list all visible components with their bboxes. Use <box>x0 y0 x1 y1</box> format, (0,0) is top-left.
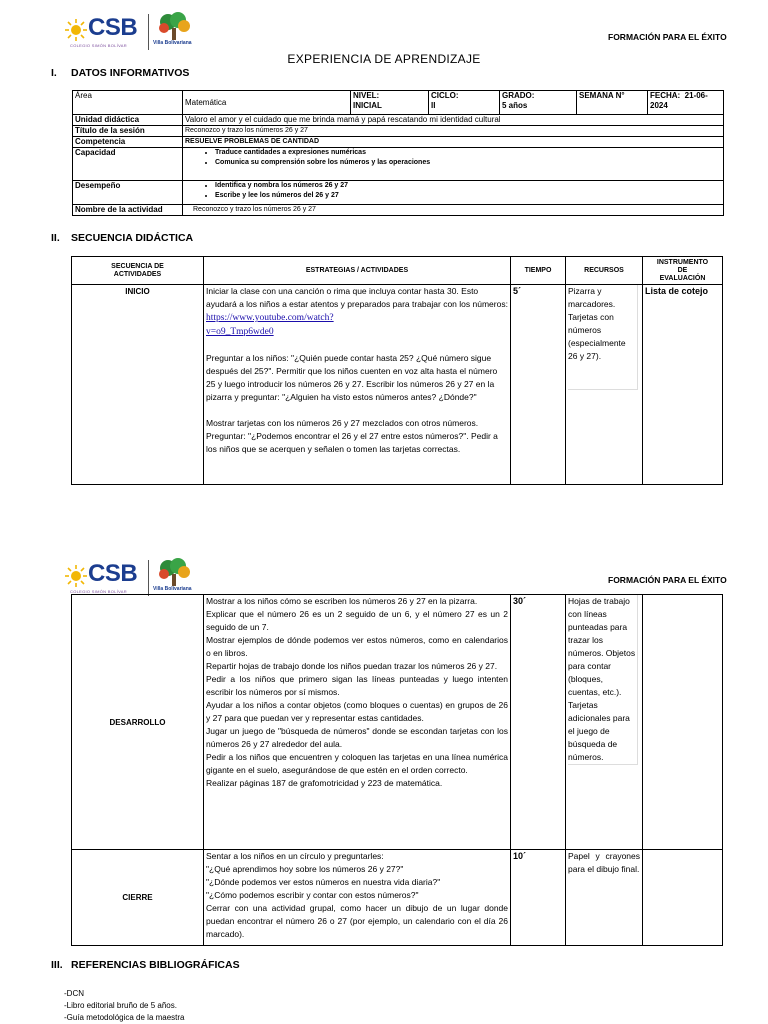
activity-line: Realizar páginas 187 de grafomotricidad y 223 de matemática. <box>206 778 443 788</box>
activity-cell <box>204 285 511 485</box>
activity-line: Pedir a los niños que primero sigan las líneas punteadas y luego intenten escribir los números por sí mismos. <box>206 674 508 697</box>
nivel-cell <box>351 91 429 115</box>
activity-line: Pedir a los niños que encuentren y coloquen las tarjetas en una línea numérica gigante en el suelo, asegurándose de que estén en el orden correcto. <box>206 752 508 775</box>
activity-line: "¿Cómo podemos escribir y contar con estos números?" <box>206 890 419 900</box>
table-row-inicio <box>72 285 723 485</box>
header-resources: RECURSOS <box>566 257 643 285</box>
section-number: I. <box>51 67 57 79</box>
table-header-row <box>72 257 723 285</box>
table-row <box>73 91 724 115</box>
activity-cell <box>204 595 511 850</box>
titulo-label: Título de la sesión <box>73 126 183 137</box>
school-logo <box>62 12 202 52</box>
video-link-cont[interactable]: v=o9_Tmp6wde0 <box>206 327 274 337</box>
nivel-value: INICIAL <box>353 100 382 110</box>
unidad-value: Valoro el amor y el cuidado que me brinda mamá y papá rescatando mi identidad cultural <box>183 115 724 126</box>
semana-label: SEMANA N° <box>577 91 648 115</box>
titulo-value: Reconozco y trazo los números 26 y 27 <box>183 126 724 137</box>
desempeno-label: Desempeño <box>73 181 183 205</box>
competencia-value: RESUELVE PROBLEMAS DE CANTIDAD <box>183 137 724 148</box>
grado-label: GRADO: <box>502 91 535 100</box>
activity-line: Repartir hojas de trabajo donde los niños puedan trazar los números 26 y 27. <box>206 661 498 671</box>
fecha-cell <box>648 91 724 115</box>
activity-line: "¿Dónde podemos ver estos números en nuestra vida diaria?" <box>206 877 441 887</box>
actividad-label: Nombre de la actividad <box>73 205 183 216</box>
capacidad-list-cell <box>183 148 724 181</box>
activity-line: Jugar un juego de "búsqueda de números" donde se escondan tarjetas con los números 26 y 27 alrededor del aula. <box>206 726 508 749</box>
header-sequence-line: SECUENCIA DE <box>111 262 164 270</box>
table-row <box>73 126 724 137</box>
desempeno-list-cell <box>183 181 724 205</box>
activity-line: Ayudar a los niños a contar objetos (como bloques o cuentas) en grupos de 26 y 27 para que puedan ver y representar estas cantidades. <box>206 700 508 723</box>
sun-icon <box>64 564 88 588</box>
motto: FORMACIÓN PARA EL ÉXITO <box>608 575 727 585</box>
list-item: • Comunica su comprensión sobre los números y las operaciones <box>215 158 721 168</box>
logo-secondary-text: Villa Bolivariana <box>153 586 192 592</box>
header-sequence <box>72 257 204 285</box>
tree-icon <box>156 12 192 42</box>
table-row <box>73 181 724 205</box>
header-sequence-line: ACTIVIDADES <box>113 270 162 278</box>
desempeno-list <box>185 181 721 201</box>
actividad-value: Reconozco y trazo los números 26 y 27 <box>183 205 724 216</box>
sequence-table <box>71 256 723 485</box>
header-instrument-line: EVALUACIÓN <box>659 274 706 282</box>
capacidad-list <box>185 148 721 168</box>
video-link[interactable]: https://www.youtube.com/watch? <box>206 313 334 323</box>
instrument-cell-empty <box>643 850 723 946</box>
area-label: Área <box>73 91 183 115</box>
header-strategies: ESTRATEGIAS / ACTIVIDADES <box>204 257 511 285</box>
time-value: 10´ <box>511 850 566 946</box>
fecha-year: 2024 <box>650 100 668 110</box>
section-title: REFERENCIAS BIBLIOGRÁFICAS <box>71 959 240 971</box>
motto: FORMACIÓN PARA EL ÉXITO <box>608 32 727 42</box>
page-title: EXPERIENCIA DE APRENDIZAJE <box>287 52 481 66</box>
list-item: • Identifica y nombra los números 26 y 27 <box>215 181 721 191</box>
section-title: SECUENCIA DIDÁCTICA <box>71 232 194 244</box>
activity-line: Sentar a los niños en un círculo y preguntarles: <box>206 851 384 861</box>
instrument-value: Lista de cotejo <box>643 285 723 485</box>
unidad-label: Unidad didáctica <box>73 115 183 126</box>
capacidad-label: Capacidad <box>73 148 183 181</box>
ciclo-cell <box>429 91 500 115</box>
time-value: 30´ <box>511 595 566 850</box>
activity-line: Explicar que el número 26 es un 2 seguido de un 6, y el número 27 es un 2 seguido de un 7. <box>206 609 508 632</box>
activity-paragraph <box>206 285 508 339</box>
logo-text: CSB <box>88 560 138 587</box>
phase-label: CIERRE <box>72 850 204 946</box>
instrument-cell-empty <box>643 595 723 850</box>
ciclo-label: CICLO: <box>431 91 459 100</box>
info-table <box>72 90 724 216</box>
resources-cell <box>566 595 643 850</box>
table-row-desarrollo <box>72 595 723 850</box>
grado-value: 5 años <box>502 100 528 110</box>
grado-cell <box>500 91 577 115</box>
activity-paragraph: Mostrar tarjetas con los números 26 y 27 mezclados con otros números. Preguntar: "¿Podemos encontrar el 26 y el 27 entre estos números?". Pedir a los niños que se acerquen y señalen o tomen las tarjetas correctas. <box>206 418 498 454</box>
section-number: II. <box>51 232 60 244</box>
resources-text: Papel y crayones para el dibujo final. <box>566 850 643 946</box>
list-item: • Escribe y lee los números del 26 y 27 <box>215 191 721 201</box>
logo-subtext: COLEGIO SIMÓN BOLÍVAR <box>70 43 127 48</box>
activity-cell <box>204 850 511 946</box>
fecha-value: 21-06- <box>684 91 708 100</box>
tree-icon <box>156 558 192 588</box>
phase-label: DESARROLLO <box>72 595 204 850</box>
section-number: III. <box>51 959 63 971</box>
resources-text: Hojas de trabajo con líneas punteadas para trazar los números. Objetos para contar (bloques, cuentas, etc.). Tarjetas adicionales para el juego de búsqueda de números. <box>568 595 638 765</box>
table-row <box>73 148 724 181</box>
activity-line: Mostrar ejemplos de dónde podemos ver estos números, como en calendarios o en libros. <box>206 635 508 658</box>
sun-icon <box>64 18 88 42</box>
ciclo-value: II <box>431 100 436 110</box>
table-row <box>73 205 724 216</box>
competencia-label: Competencia <box>73 137 183 148</box>
header-instrument-line: DE <box>677 266 688 274</box>
table-row <box>73 115 724 126</box>
header-instrument-line: INSTRUMENTO <box>656 258 709 266</box>
table-row-cierre <box>72 850 723 946</box>
phase-label: INICIO <box>72 285 204 485</box>
activity-line: Cerrar con una actividad grupal, como hacer un dibujo de un lugar donde puedan encontrar el número 26 o 27 (por ejemplo, un calendario con el día 26 marcado). <box>206 903 508 939</box>
area-value: Matemática <box>183 91 351 115</box>
logo-secondary-text: Villa Bolivariana <box>153 40 192 46</box>
activity-line: Mostrar a los niños cómo se escriben los números 26 y 27 en la pizarra. <box>206 596 478 606</box>
header-instrument <box>643 257 723 285</box>
logo-divider <box>148 560 149 596</box>
list-item: -Libro editorial bruño de 5 años. <box>64 1001 177 1010</box>
list-item: -Guía metodológica de la maestra <box>64 1013 185 1022</box>
header-time: TIEMPO <box>511 257 566 285</box>
time-value: 5´ <box>511 285 566 485</box>
section-heading-1 <box>51 67 189 79</box>
activity-paragraph: Preguntar a los niños: "¿Quién puede contar hasta 25? ¿Qué número sigue después del 25?". Permitir que los niños cuenten en voz alta hasta el número 25 y luego introducir los números 26 y 27. Escribir los números 26 y 27 en la pizarra y preguntar: "¿Alguien ha visto estos números antes? ¿Dónde?" <box>206 353 498 402</box>
sequence-table-continued <box>71 594 723 946</box>
activity-line: "¿Qué aprendimos hoy sobre los números 26 y 27?" <box>206 864 404 874</box>
logo-divider <box>148 14 149 50</box>
list-item: • Traduce cantidades a expresiones numéricas <box>215 148 721 158</box>
references-list <box>64 988 185 1024</box>
nivel-label: NIVEL: <box>353 91 380 100</box>
section-heading-3 <box>51 959 240 971</box>
section-heading-2 <box>51 232 193 244</box>
resources-cell <box>566 285 643 485</box>
resources-text: Pizarra y marcadores. Tarjetas con números (especialmente 26 y 27). <box>568 285 638 390</box>
logo-subtext: COLEGIO SIMÓN BOLÍVAR <box>70 589 127 594</box>
list-item: -DCN <box>64 989 84 998</box>
table-row <box>73 137 724 148</box>
fecha-label: FECHA: <box>650 91 681 100</box>
section-title: DATOS INFORMATIVOS <box>71 67 190 79</box>
school-logo <box>62 558 202 598</box>
logo-text: CSB <box>88 14 138 41</box>
activity-text: Iniciar la clase con una canción o rima que incluya contar hasta 30. Esto ayudará a los niños a estar atentos y preparados para trabajar con los números: <box>206 286 508 309</box>
